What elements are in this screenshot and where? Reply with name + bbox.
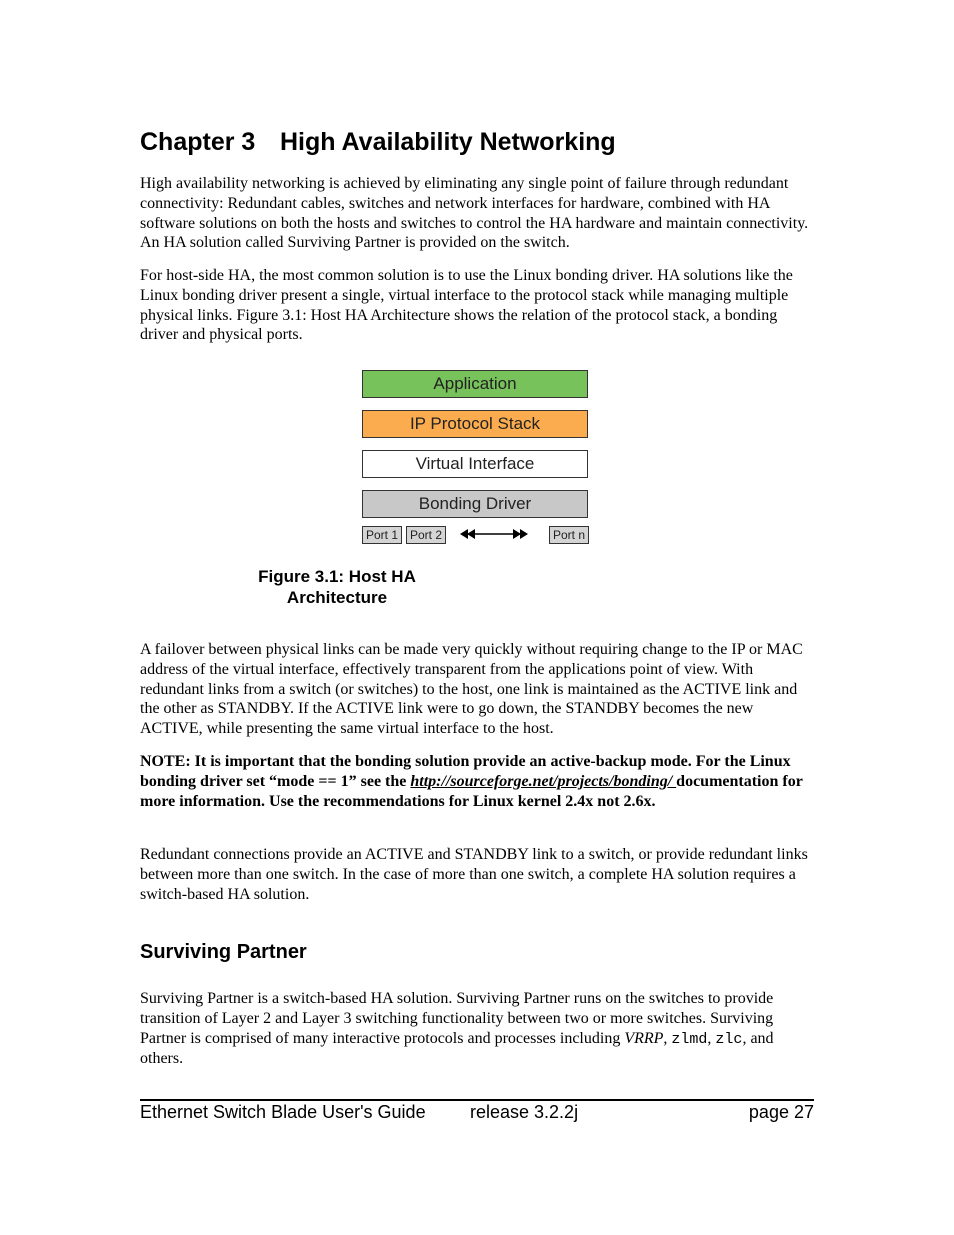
bonding-driver-layer: Bonding Driver: [362, 490, 588, 518]
surviving-partner-text: Surviving Partner is a switch-based HA solution. Surviving Partner runs on the switches to provide transition of Layer 2 and Layer 3 switching functionality between two or more switches. Surviving Partner is comprised of many interactive protocols and processes including: [140, 990, 774, 1047]
note-text-before: NOTE: It is important that the bonding solution provide an active-backup mode. For the Linux bonding driver set “mode == 1” see the: [140, 753, 791, 790]
paragraph-redundant-connections: Redundant connections provide an ACTIVE and STANDBY link to a switch, or provide redundant links between more than one switch. In the case of more than one switch, a complete HA solution requires a switch-based HA solution.: [140, 846, 808, 903]
footer-page-number: page 27: [748, 1102, 814, 1122]
chapter-heading: [140, 128, 616, 157]
chapter-number: Chapter 3: [140, 128, 256, 156]
paragraph-host-side-ha: For host-side HA, the most common solution is to use the Linux bonding driver. HA solutions like the Linux bonding driver present a single, virtual interface to the protocol stack while managing multiple physical links. Figure 3.1: Host HA Architecture shows the relation of the protocol stack, a bonding driver and physical ports.: [140, 267, 793, 344]
virtual-interface-layer: Virtual Interface: [362, 450, 588, 478]
footer-guide-title: Ethernet Switch Blade User's Guide: [140, 1102, 426, 1122]
paragraph-intro: High availability networking is achieved by eliminating any single point of failure through redundant connectivity: Redundant cables, switches and network interfaces for hardware, combined with HA software solutions on both the hosts and switches to control the HA hardware and maintain connectivity. An HA solution called Surviving Partner is provided on the switch.: [140, 175, 809, 252]
zlc-term: zlc: [715, 1030, 743, 1048]
footer-divider: [140, 1099, 814, 1101]
vrrp-term: VRRP: [624, 1029, 664, 1047]
separator-2: ,: [707, 1029, 716, 1047]
bonding-doc-link[interactable]: http://sourceforge.net/projects/bonding/: [410, 772, 677, 790]
host-ha-architecture-figure: [362, 370, 590, 546]
paragraph-failover: A failover between physical links can be made very quickly without requiring change to the IP or MAC address of the virtual interface, effectively transparent from the applications point of view. With redundant links from a switch (or switches) to the host, one link is maintained as the ACTIVE link and the other as STANDBY. If the ACTIVE link were to go down, the STANDBY becomes the new ACTIVE, while presenting the same virtual interface to the host.: [140, 641, 803, 738]
surviving-partner-text-end: , and others.: [140, 1029, 774, 1068]
section-heading: Surviving Partner: [140, 941, 307, 963]
paragraph-surviving-partner: [140, 989, 814, 1069]
port-2-box: Port 2: [406, 526, 446, 544]
double-arrow-icon: [458, 527, 530, 541]
caption-line-1: Figure 3.1: Host HA: [258, 567, 416, 586]
figure-caption: [222, 566, 452, 608]
zlmd-term: zlmd: [671, 1030, 708, 1048]
ip-protocol-stack-layer: IP Protocol Stack: [362, 410, 588, 438]
port-n-box: Port n: [549, 526, 589, 544]
caption-line-2: Architecture: [286, 588, 388, 607]
separator-1: ,: [663, 1029, 672, 1047]
note-text-after: documentation for more information. Use the recommendations for Linux kernel 2.4x not 2.6x.: [140, 772, 803, 810]
note-paragraph: [140, 752, 814, 811]
footer-release: release 3.2.2j: [470, 1102, 579, 1122]
port-1-box: Port 1: [362, 526, 402, 544]
chapter-title: High Availability Networking: [280, 128, 616, 156]
application-layer: Application: [362, 370, 588, 398]
